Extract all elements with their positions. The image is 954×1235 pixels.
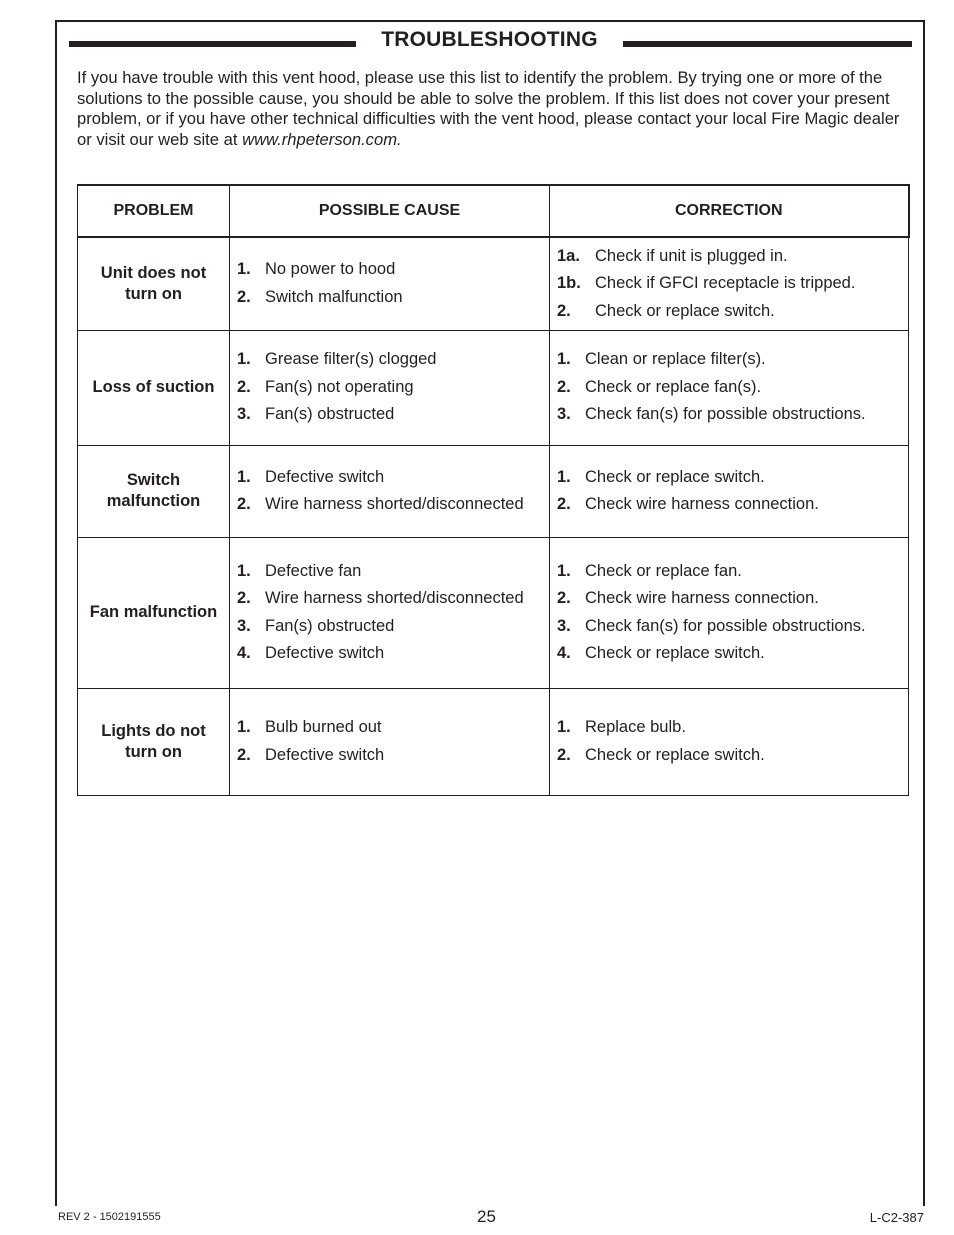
item-text: Check if GFCI receptacle is tripped.: [595, 274, 856, 292]
item-text: Check if unit is plugged in.: [595, 246, 788, 265]
item-number: 3.: [557, 616, 571, 635]
item-text: Check or replace fan(s).: [585, 377, 762, 396]
header-problem: PROBLEM: [78, 185, 230, 237]
revision-label: REV 2 - 1502191555: [58, 1211, 161, 1223]
item-number: 1.: [237, 561, 251, 580]
item-text: Defective switch: [265, 644, 385, 662]
item-number: 2.: [557, 495, 571, 513]
item-number: 2.: [237, 377, 251, 396]
item-number: 1.: [237, 718, 251, 736]
table-row: [78, 537, 909, 688]
item-text: Defective fan: [265, 561, 362, 580]
item-text: Grease filter(s) clogged: [265, 350, 437, 369]
item-text: Defective switch: [265, 467, 385, 486]
correction-item: [557, 585, 902, 613]
item-text: Clean or replace filter(s).: [585, 350, 766, 369]
item-text: Fan(s) not operating: [265, 377, 414, 396]
table-row: [78, 445, 909, 537]
correction-cell: [550, 537, 909, 688]
page-number: 25: [477, 1207, 496, 1226]
title-rule-left: [69, 41, 356, 47]
correction-item: [557, 640, 902, 668]
item-number: 1.: [237, 467, 251, 486]
header-correction: CORRECTION: [550, 185, 909, 237]
item-text: Check or replace switch.: [595, 301, 775, 320]
problem-cell: Fan malfunction: [78, 537, 230, 688]
intro-text: If you have trouble with this vent hood, please use this list to identify the problem. By trying one or more of the solutions to the possible cause, you should be able to solve the problem. If this list does not cover your present problem, or if you have other technical difficulties with the vent hood, please contact your local Fire Magic dealer or visit our web site at: [77, 68, 900, 149]
cause-cell: [230, 537, 550, 688]
correction-item: [557, 742, 902, 770]
intro-paragraph: [77, 68, 909, 150]
item-number: 1.: [557, 718, 571, 736]
item-number: 1.: [557, 561, 571, 580]
item-number: 1.: [237, 260, 251, 279]
cause-item: [237, 346, 543, 374]
cause-cell: [230, 330, 550, 445]
item-number: 4.: [557, 644, 571, 662]
item-text: Replace bulb.: [585, 718, 686, 736]
table-row: [78, 237, 909, 330]
item-number: 2.: [237, 745, 251, 764]
header-possible-cause: POSSIBLE CAUSE: [230, 185, 550, 237]
item-text: Check or replace fan.: [585, 561, 742, 580]
item-number: 2.: [557, 301, 571, 320]
item-number: 1.: [237, 350, 251, 369]
correction-cell: [550, 237, 909, 330]
item-number: 1.: [557, 350, 571, 369]
item-number: 3.: [237, 616, 251, 635]
cause-item: [237, 491, 543, 519]
cause-item: [237, 284, 543, 312]
item-text: Check or replace switch.: [585, 745, 765, 764]
item-number: 1a.: [557, 246, 580, 265]
problem-cell: Loss of suction: [78, 330, 230, 445]
title-rule-right: [623, 41, 912, 47]
item-number: 1b.: [557, 274, 581, 292]
table-row: [78, 688, 909, 795]
cause-cell: [230, 688, 550, 795]
item-number: 2.: [237, 495, 251, 513]
cause-item: [237, 742, 543, 770]
cause-cell: [230, 237, 550, 330]
cause-item: [237, 558, 543, 586]
correction-item: [557, 374, 902, 402]
troubleshooting-table: [77, 184, 910, 796]
correction-cell: [550, 445, 909, 537]
cause-item: [237, 640, 543, 668]
cause-item: [237, 256, 543, 284]
correction-item: [557, 491, 902, 519]
item-text: No power to hood: [265, 260, 396, 279]
item-number: 2.: [237, 287, 251, 306]
cause-item: [237, 714, 543, 742]
cause-item: [237, 464, 543, 492]
correction-cell: [550, 330, 909, 445]
correction-item: [557, 270, 902, 298]
item-number: 2.: [237, 589, 251, 607]
item-number: 3.: [237, 405, 251, 424]
problem-cell: Unit does not turn on: [78, 237, 230, 330]
correction-item: [557, 464, 902, 492]
website-link[interactable]: www.rhpeterson.com.: [242, 129, 402, 149]
problem-cell: Lights do not turn on: [78, 688, 230, 795]
item-text: Check fan(s) for possible obstructions.: [585, 616, 866, 635]
document-id: L-C2-387: [869, 1210, 924, 1225]
item-number: 2.: [557, 745, 571, 764]
item-text: Fan(s) obstructed: [265, 616, 395, 635]
page-title: TROUBLESHOOTING: [381, 28, 598, 51]
correction-item: [557, 346, 902, 374]
item-text: Check or replace switch.: [585, 467, 765, 486]
item-number: 3.: [557, 405, 571, 424]
item-text: Check fan(s) for possible obstructions.: [585, 405, 866, 424]
correction-cell: [550, 688, 909, 795]
correction-item: [557, 298, 902, 326]
item-text: Switch malfunction: [265, 287, 403, 306]
item-text: Defective switch: [265, 745, 385, 764]
item-text: Check or replace switch.: [585, 644, 765, 662]
cause-item: [237, 401, 543, 429]
cause-item: [237, 374, 543, 402]
item-text: Fan(s) obstructed: [265, 405, 395, 424]
item-text: Wire harness shorted/disconnected: [265, 589, 524, 607]
correction-item: [557, 558, 902, 586]
correction-item: [557, 243, 902, 271]
item-text: Wire harness shorted/disconnected: [265, 495, 524, 513]
correction-item: [557, 714, 902, 742]
cause-item: [237, 613, 543, 641]
item-number: 4.: [237, 644, 251, 662]
correction-item: [557, 401, 902, 429]
item-number: 2.: [557, 377, 571, 396]
item-text: Check wire harness connection.: [585, 495, 819, 513]
item-text: Check wire harness connection.: [585, 589, 819, 607]
table-header-row: [78, 185, 909, 237]
item-number: 2.: [557, 589, 571, 607]
correction-item: [557, 613, 902, 641]
cause-cell: [230, 445, 550, 537]
item-text: Bulb burned out: [265, 718, 382, 736]
problem-cell: Switch malfunction: [78, 445, 230, 537]
table-row: [78, 330, 909, 445]
cause-item: [237, 585, 543, 613]
item-number: 1.: [557, 467, 571, 486]
